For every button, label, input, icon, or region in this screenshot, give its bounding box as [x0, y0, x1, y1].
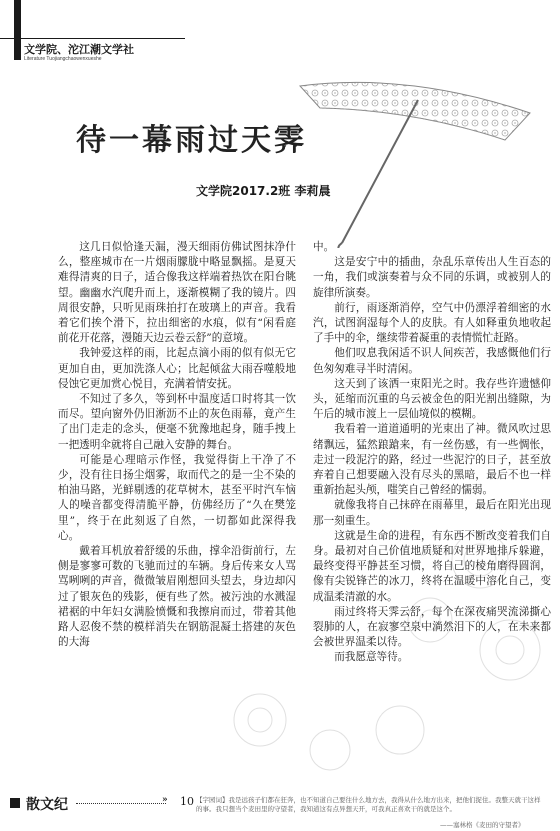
section-title: 文学院、沱江潮文学社	[24, 43, 134, 56]
paragraph: 这天到了该洒一束阳光之时。我存些许遗憾仰头，延缩而沉重的乌云被金色的阳光割出缝隙，为午后的城市渡上一层仙境似的模糊。	[313, 377, 551, 421]
header-rule	[0, 38, 185, 39]
paragraph: 中。	[313, 241, 335, 253]
footer-square	[10, 798, 20, 808]
paragraph: 我钟爱这样的雨，比起点滴小雨的似有似无它更加自由，更加洗涤人心；比起倾盆大雨吞噬般地侵蚀它更加赏心悦目，充满着情安抚。	[58, 347, 296, 390]
paragraph: 我看着一道道通明的光束出了神。微风吹过思绪飘远，猛然踉蹌来，有一丝伤感，有一些惆怅，走过一段泥泞的路，经过一些泥泞的日子，甚至放弃着自己想要融入没有尽头的黑暗，最后不也一样重新抬起头颅，嗤笑自己曾经的懦弱。	[313, 423, 551, 497]
article-title: 待一幕雨过天霁	[76, 123, 307, 158]
article-column-right	[313, 240, 551, 666]
paragraph: 他们叹息我闲适不识人间疾苦，我感慨他们行色匆匆难寻半时清闲。	[313, 347, 551, 375]
paragraph: 可能是心理暗示作怪，我觉得街上干净了不少，没有往日扬尘烟雾，取而代之的是一尘不染的柏油马路，光鲜剔透的花草树木，甚至平时汽车恼人的噪音都变得清脆平静，仿佛经历了“久在樊笼里”，终于在此刻返了自然，一切都如此深得我心。	[58, 453, 296, 542]
footer-quote-source: ——塞林格《麦田的守望者》	[440, 821, 525, 829]
paragraph: 雨过终将天霁云舒，每个在深夜痛哭流涕撕心裂肺的人，在寂寥空泉中淌然泪下的人，在未来都会被世界温柔以待。	[313, 605, 551, 649]
article-byline: 文学院2017.2班 李莉晨	[196, 184, 331, 198]
paragraph: 不知过了多久，等到杯中温度适口时将其一饮而尽。望向窗外仍旧淅沥不止的灰色雨幕，竟产生了出门走走的念头，便毫不犹豫地起身，随手拽上一把透明伞就将自己融入安静的舞台。	[58, 393, 296, 451]
paragraph: 戴着耳机放着舒缓的乐曲，撑伞沿街前行，左侧是寥寥可数的飞驰而过的车辆。身后传来女人骂骂咧咧的声音，微微皱眉刚想回头望去，身边却闪过了银灰色的残影，便有些了然。被污浊的水溅湿裙裾的中年妇女满脸愤慨和我擦肩而过，带着其他路人忍俊不禁的模样消失在钢筋混凝土搭建的灰色的大海	[58, 545, 296, 649]
paragraph: 而我愿意等待。	[334, 651, 409, 664]
footer-quote: 【字园词】我是远孩子们都在狂奔，也不知道自己要往什么地方去，我得从什么地方出来，把他们捉住。我整天就干这样的事。我只想当个麦田里的守望者，我知道这有点异想天开，可我真正喜欢干的就是这个。	[196, 796, 541, 813]
paragraph: 这就是生命的进程，有东西不断改变着我们自身。最初对自己价值地质疑和对世界地排斥躲避，最终变得平静甚至习惯，将自己的棱角磨得圆润，像有尖锐锋芒的冰刀，终将在温暖中溶化自己，变成温柔清澈的水。	[313, 529, 551, 603]
paragraph: 就像我将自己抹碎在雨幕里，最后在阳光出现那一刻重生。	[313, 499, 551, 527]
footer-dotted-rule	[76, 803, 166, 804]
footer-section-label: 散文纪	[26, 797, 68, 813]
header-black-bar	[14, 0, 21, 60]
section-subtitle: Literature Tuojiangchaowenxueshe	[24, 56, 102, 62]
umbrella-illustration	[290, 78, 545, 248]
article-column-left	[58, 240, 296, 650]
footer-arrow: »	[162, 795, 168, 805]
paragraph: 这是安宁中的插曲，杂乱乐章传出人生百态的一角，我们或演奏着与众不同的乐调，或被别人的旋律所演奏。	[313, 256, 551, 299]
paragraph: 这几日似恰逢天漏，漫天细雨仿佛试图抹净什么，整座城市在一片烟雨朦胧中略显飘摇。是夏天难得清爽的日子，适合像我这样端着热饮在阳台眺望。幽幽水汽爬升而上，逐渐模糊了我的镜片。四周很安静，只听见雨珠拍打在玻璃上的声音。我看着它们挨个滑下，拉出细密的水痕，似有“闲看庭前花开花落，漫随天边云卷云舒”的意境。	[58, 241, 296, 345]
page-number: 10	[180, 795, 194, 808]
paragraph: 前行，雨逐渐消停，空气中仍漂浮着细密的水汽，试图润湿每个人的皮肤。有人如释重负地收起了手中的伞，继续带着凝重的表情慌忙赶路。	[313, 301, 551, 345]
